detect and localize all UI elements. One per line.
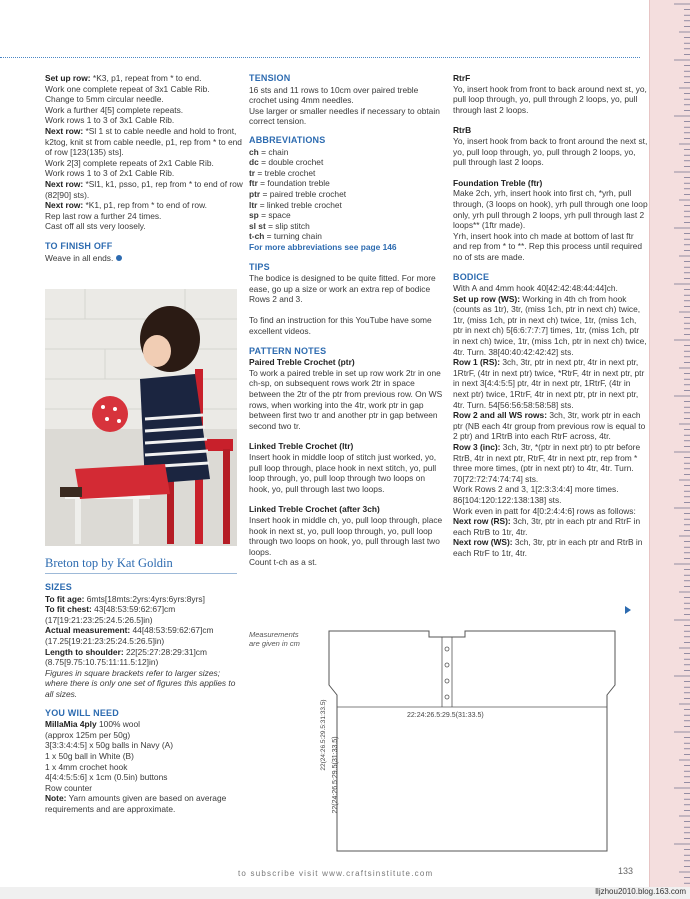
button-icon [445,663,449,667]
abbrev-item: ptr = paired treble crochet [249,188,347,199]
rtrb-heading: RtrB [453,125,472,136]
yarn-note: Note: Yarn amounts given are based on average requirements and are approximate. [45,793,227,814]
bodice-height-label: 22(24:26.5:29.5:31:33.5) [320,699,327,771]
blog-credit: lljzhou2010.blog.163.com [595,887,686,896]
abbrev-item: ltr = linked treble crochet [249,199,342,210]
garment-schematic [317,625,617,855]
ftr-heading: Foundation Treble (ftr) [453,177,543,188]
to-fit-age: To fit age: 6mts[18mts:2yrs:4yrs:6yrs:8yrs] [45,593,205,604]
ptr-subheading: Paired Treble Crochet (ptr) [249,357,355,368]
title-divider [45,573,237,574]
abbrev-item: tr = treble crochet [249,167,316,178]
pattern-title: Breton top by Kat Goldin [45,556,173,570]
buttons [445,647,449,699]
bodice-heading: BODICE [453,271,490,282]
to-fit-chest: To fit chest: 43[48:53:59:62:67]cm (17[19:21:23:25:24.5:26.5]in) [45,604,176,625]
yarn-list: MillaMia 4ply 100% wool (approx 125m per 50g) 3[3:3:4:4:5] x 50g balls in Navy (A) 1 x 50g ball in White (B) 1 x 4mm crochet hook 4[4:4:5:5:6] x 1cm (0.5in) buttons Row counter [45,719,174,793]
button-icon [445,647,449,651]
column-middle [249,73,444,568]
bodice-next-row-rs: Next row (RS): 3ch, 3tr, ptr in each ptr and RtrF in each RtrB to 1tr, 4tr. [453,516,641,537]
measurements-note: Measurements are given in cm [249,630,300,648]
more-abbreviations-link[interactable]: For more abbreviations see page 146 [249,241,397,252]
abbrev-item: sp = space [249,210,291,221]
height-label: 22(24:26.5:29.5(31:33.5) [332,736,339,814]
abbreviations-heading: ABBREVIATIONS [249,134,326,145]
end-dot-icon [116,255,122,261]
bodice-intro: With A and 4mm hook 40[42:42:48:44:44]ch. [453,283,618,294]
tips-text: The bodice is designed to be quite fitted. For more ease, go up a size or work an extra rep of bodice Rows 2 and 3. To find an instruction for this YouTube have some excellent videos. [249,273,436,337]
bodice-row-1: Row 1 (RS): 3ch, 3tr, ptr in next ptr, 4tr in next ptr, 1RtrF, (4tr in next ptr) twice, *RtrF, 4tr in next ptr, ptr in next 3[4:4:5:5] ptr, 4tr in next ptr, 1RtrF, (4tr in next ptr) twice, 1RtrF, 4tr in next ptr, ptr in next ptr, 4tr. Turn. 54[56:56:58:58:58] sts. [453,357,645,410]
page-number: 133 [618,866,634,876]
ptr-text: To work a paired treble in set up row work 2tr in one ch-sp, on subsequent rows work 2tr in space between the 2tr of the ptr from previous row. On WS rows, when working into the 4tr, work ptr in gap between first two tr and another ptr in gap between second two tr. [249,367,443,431]
rtrf-text: Yo, insert hook from front to back around next st, yo, pull loop through, yo, pull through 2 loops, yo, pull through last 2 loops. [453,83,647,115]
ltr-after-3ch-subheading: Linked Treble Crochet (after 3ch) [249,504,380,515]
next-row-cable-paragraph: Next row: *Sl 1 st to cable needle and hold to front, k2tog, knit st from cable needle, p1, rep from * to end of row [123(135) sts]. Work 2[3] complete repeats of 2x1 Cable Rib. Work rows 1 to 3 of 2x1 Cable Rib. [45,125,242,179]
abbrev-item: ch = chain [249,146,289,157]
next-row-rib-paragraph: Next row: *K1, p1, rep from * to end of row. Rep last row a further 24 times. Cast off all sts very loosely. [45,200,208,232]
bodice-next-row-ws: Next row (WS): 3ch, 3tr, ptr in each ptr and RtrB in each RtrF to 1tr, 4tr. [453,537,643,558]
bodice-row-3: Row 3 (inc): 3ch, 3tr, *(ptr in next ptr) to ptr before RtrB, 4tr in next ptr, RtrF, 4tr in next ptr, rep from * three more times, (ptr in next ptr) to 4tr, 4tr. Turn. 70[72:72:74:74:74] sts. Work Rows 2 and 3, 1[2:3:3:4:4] more times. 86[104:120:122:138:138] sts. Work even in patt for 4[0:2:4:4:6] rows as follows: [453,442,641,516]
width-label: 22:24:26.5:29.5(31:33.5) [407,712,484,719]
next-row-psso-paragraph: Next row: *Sl1, k1, psso, p1, rep from * to end of row (82[90] sts). [45,178,243,200]
abbrev-item: t-ch = turning chain [249,231,322,242]
size-note: Figures in square brackets refer to larger sizes; where there is only one set of figures this applies to all sizes. [45,667,236,699]
continue-arrow-icon [625,606,631,614]
setup-row-paragraph: Set up row: *K3, p1, repeat from * to end. Work one complete repeat of 3x1 Cable Rib. Change to 5mm circular needle. Work a further 4[5] complete repeats. Work rows 1 to 3 of 3x1 Cable Rib. [45,73,210,126]
child-photo-illustration [45,289,237,546]
button-icon [445,695,449,699]
rtrb-text: Yo, insert hook from back to front around the next st, yo, pull loop through, yo, pull through 2 loops, yo, pull through last 2 loops. [453,135,648,168]
actual-measurement: Actual measurement: 44[48:53:59:62:67]cm (17.25[19:21:23:25:24.5:26.5]in) [45,625,214,646]
length-to-shoulder: Length to shoulder: 22[25:27:28:29:31]cm (8.75[9.75:10.75:11:11.5:12]in) [45,646,207,668]
bodice-row-2: Row 2 and all WS rows: 3ch, 3tr, work ptr in each ptr (NB each 4tr group from previous row is equal to 2 ptr) and 1RtrB into each RtrF across, 4tr. [453,410,646,442]
abbrev-item: dc = double crochet [249,157,324,168]
ruler-ticks [650,0,690,887]
abbreviation-list [249,147,444,242]
abbrev-item: sl st = slip stitch [249,220,310,231]
abbrev-item: ftr = foundation treble [249,178,330,189]
you-will-need-heading: YOU WILL NEED [45,707,119,718]
ftr-text: Make 2ch, yrh, insert hook into first ch, *yrh, pull through, (3 loops on hook), yrh pull through one loop only, yrh pull through 2 loops, yrh pull through last 2 loops** (1ftr made). Yrh, insert hook into ch made at bottom of last ftr and rep from * to **. Rep this process until required no of sts are made. [453,188,648,262]
subscribe-footer[interactable]: to subscribe visit www.craftsinstitute.com [238,869,434,878]
sizes-heading: SIZES [45,582,73,592]
finish-heading: TO FINISH OFF [45,240,113,251]
garment-outline [329,631,615,851]
ltr-subheading: Linked Treble Crochet (ltr) [249,441,354,452]
column-left-lower [45,582,245,814]
rtrf-heading: RtrF [453,73,471,83]
finish-text: Weave in all ends. [45,253,245,264]
ltr-after-3ch-text: Insert hook in middle ch, yo, pull loop through, place hook in next st, yo, pull loop through, yo, pull loop through two loops on hook, yo, pull through last two loops. Count t-ch as a st. [249,514,443,568]
column-right [453,73,648,559]
ltr-text: Insert hook in middle loop of stitch just worked, yo, pull loop through, place hook in next stitch, yo, pull loop through, yo, pull loop through two loops on hook, yo, pull through last two loops. [249,452,437,494]
tension-text: 16 sts and 11 rows to 10cm over paired treble crochet using 4mm needles. Use larger or smaller needles if necessary to obtain correct tension. [249,84,440,127]
measuring-ruler [649,0,690,887]
pattern-notes-heading: PATTERN NOTES [249,345,327,356]
button-icon [445,679,449,683]
dotted-divider [0,57,640,58]
bodice-setup-row: Set up row (WS): Working in 4th ch from hook (counts as 1tr), 3tr, (miss 1ch, ptr in next ch) twice, 1tr, (miss 1ch, ptr in next ch) twice, 1tr, (miss 1ch, ptr in next ch) 5[6:6:7:7:7] times, 1tr, (miss 1ch, ptr in next ch) twice, 1tr, (miss 1ch, ptr in next ch) twice, 4tr. Turn. 38[40:40:42:42:42] sts. [453,293,647,357]
tension-heading: TENSION [249,73,291,83]
tips-heading: TIPS [249,261,270,272]
column-left [45,73,245,263]
child-photo [45,289,237,546]
bottom-bar [0,887,690,899]
